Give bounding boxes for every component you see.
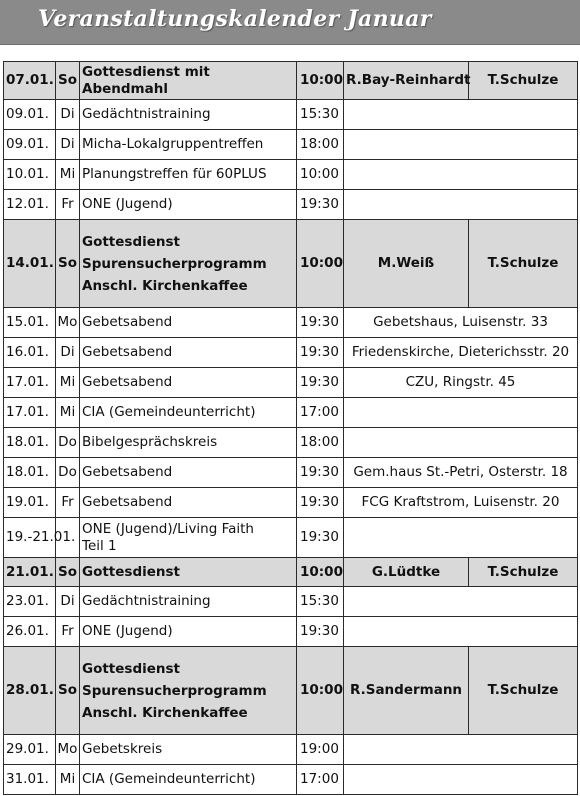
event-row bbox=[4, 458, 578, 488]
event-title: Gebetsabend bbox=[80, 488, 297, 518]
event-date: 17.01. bbox=[4, 398, 56, 428]
event-weekday: So bbox=[56, 220, 80, 308]
service-row bbox=[4, 647, 578, 735]
event-time: 19:30 bbox=[297, 617, 344, 647]
service-row bbox=[4, 558, 578, 587]
event-title: ONE (Jugend) bbox=[80, 617, 297, 647]
page-title: Veranstaltungskalender Januar bbox=[38, 6, 432, 32]
event-calendar-table bbox=[3, 61, 578, 795]
event-location bbox=[344, 160, 578, 190]
event-date: 29.01. bbox=[4, 735, 56, 765]
event-location bbox=[344, 518, 578, 558]
event-weekday: So bbox=[56, 647, 80, 735]
preacher-name: M.Weiß bbox=[344, 220, 469, 308]
event-row bbox=[4, 308, 578, 338]
event-date: 09.01. bbox=[4, 100, 56, 130]
event-time: 19:00 bbox=[297, 735, 344, 765]
event-location bbox=[344, 617, 578, 647]
event-title: CIA (Gemeindeunterricht) bbox=[80, 398, 297, 428]
event-weekday: Mo bbox=[56, 735, 80, 765]
event-date: 26.01. bbox=[4, 617, 56, 647]
service-row bbox=[4, 220, 578, 308]
event-weekday: Mo bbox=[56, 308, 80, 338]
calendar-body bbox=[4, 62, 578, 795]
event-location bbox=[344, 428, 578, 458]
preacher-name: R.Bay-Reinhardt bbox=[344, 62, 469, 100]
event-weekday: Mi bbox=[56, 765, 80, 795]
event-row bbox=[4, 130, 578, 160]
event-title-line: Teil 1 bbox=[82, 537, 117, 554]
event-title: Gebetsabend bbox=[80, 308, 297, 338]
event-date: 18.01. bbox=[4, 458, 56, 488]
event-title-line: ONE (Jugend)/Living Faith bbox=[82, 520, 254, 537]
event-weekday: Di bbox=[56, 338, 80, 368]
event-title: Gedächtnistraining bbox=[80, 587, 297, 617]
event-time: 17:00 bbox=[297, 398, 344, 428]
title-banner bbox=[0, 0, 580, 45]
event-row bbox=[4, 735, 578, 765]
event-time: 19:30 bbox=[297, 458, 344, 488]
event-title: Gebetsabend bbox=[80, 338, 297, 368]
event-row bbox=[4, 587, 578, 617]
event-location: Gem.haus St.-Petri, Osterstr. 18 bbox=[344, 458, 578, 488]
event-row bbox=[4, 765, 578, 795]
event-time: 15:30 bbox=[297, 100, 344, 130]
event-location bbox=[344, 765, 578, 795]
event-weekday: So bbox=[56, 558, 80, 587]
event-title bbox=[80, 518, 297, 558]
event-time: 17:00 bbox=[297, 765, 344, 795]
preacher-name: G.Lüdtke bbox=[344, 558, 469, 587]
event-date: 09.01. bbox=[4, 130, 56, 160]
event-date: 18.01. bbox=[4, 428, 56, 458]
event-location bbox=[344, 190, 578, 220]
event-weekday: Di bbox=[56, 587, 80, 617]
event-weekday: Fr bbox=[56, 617, 80, 647]
event-location bbox=[344, 587, 578, 617]
event-title: Gebetskreis bbox=[80, 735, 297, 765]
event-title-line: Spurensucherprogramm bbox=[82, 255, 267, 272]
event-row bbox=[4, 488, 578, 518]
event-date: 28.01. bbox=[4, 647, 56, 735]
event-weekday: Do bbox=[56, 458, 80, 488]
event-time: 15:30 bbox=[297, 587, 344, 617]
event-location: Friedenskirche, Dieterichsstr. 20 bbox=[344, 338, 578, 368]
event-time: 10:00 bbox=[297, 558, 344, 587]
event-time: 18:00 bbox=[297, 130, 344, 160]
event-time: 10:00 bbox=[297, 647, 344, 735]
event-location bbox=[344, 735, 578, 765]
event-date: 23.01. bbox=[4, 587, 56, 617]
event-time: 10:00 bbox=[297, 160, 344, 190]
event-row bbox=[4, 190, 578, 220]
event-time: 10:00 bbox=[297, 220, 344, 308]
event-time: 19:30 bbox=[297, 190, 344, 220]
event-location: CZU, Ringstr. 45 bbox=[344, 368, 578, 398]
event-row bbox=[4, 428, 578, 458]
event-row bbox=[4, 398, 578, 428]
event-date: 14.01. bbox=[4, 220, 56, 308]
event-title: Micha-Lokalgruppentreffen bbox=[80, 130, 297, 160]
organist-name: T.Schulze bbox=[469, 220, 578, 308]
event-date: 15.01. bbox=[4, 308, 56, 338]
event-title: Gedächtnistraining bbox=[80, 100, 297, 130]
event-title: Planungstreffen für 60PLUS bbox=[80, 160, 297, 190]
event-weekday: Mi bbox=[56, 368, 80, 398]
event-date: 10.01. bbox=[4, 160, 56, 190]
event-location: FCG Kraftstrom, Luisenstr. 20 bbox=[344, 488, 578, 518]
event-row bbox=[4, 518, 578, 558]
event-title bbox=[80, 220, 297, 308]
event-date: 07.01. bbox=[4, 62, 56, 100]
event-weekday: Mi bbox=[56, 398, 80, 428]
event-title-line: Gottesdienst bbox=[82, 660, 181, 677]
organist-name: T.Schulze bbox=[469, 647, 578, 735]
event-title: CIA (Gemeindeunterricht) bbox=[80, 765, 297, 795]
event-time: 19:30 bbox=[297, 488, 344, 518]
event-location bbox=[344, 398, 578, 428]
event-row bbox=[4, 160, 578, 190]
event-location bbox=[344, 100, 578, 130]
preacher-name: R.Sandermann bbox=[344, 647, 469, 735]
event-weekday: Do bbox=[56, 428, 80, 458]
event-location bbox=[344, 130, 578, 160]
event-weekday: Di bbox=[56, 100, 80, 130]
event-date: 16.01. bbox=[4, 338, 56, 368]
event-time: 19:30 bbox=[297, 368, 344, 398]
event-time: 10:00 bbox=[297, 62, 344, 100]
event-row bbox=[4, 338, 578, 368]
event-date: 17.01. bbox=[4, 368, 56, 398]
event-row bbox=[4, 100, 578, 130]
event-title: ONE (Jugend) bbox=[80, 190, 297, 220]
event-weekday: Fr bbox=[56, 190, 80, 220]
event-title: Gebetsabend bbox=[80, 458, 297, 488]
event-weekday: Fr bbox=[56, 488, 80, 518]
event-title-line: Anschl. Kirchenkaffee bbox=[82, 277, 248, 294]
event-weekday: Di bbox=[56, 130, 80, 160]
event-time: 19:30 bbox=[297, 338, 344, 368]
event-title: Gebetsabend bbox=[80, 368, 297, 398]
event-date: 31.01. bbox=[4, 765, 56, 795]
event-date: 19.01. bbox=[4, 488, 56, 518]
event-title: Gottesdienst bbox=[80, 558, 297, 587]
event-weekday: So bbox=[56, 62, 80, 100]
event-title-line: Spurensucherprogramm bbox=[82, 682, 267, 699]
event-row bbox=[4, 368, 578, 398]
event-date: 12.01. bbox=[4, 190, 56, 220]
event-time: 19:30 bbox=[297, 518, 344, 558]
event-title: Gottesdienst mit Abendmahl bbox=[80, 62, 297, 100]
event-weekday: Mi bbox=[56, 160, 80, 190]
organist-name: T.Schulze bbox=[469, 62, 578, 100]
event-row bbox=[4, 617, 578, 647]
event-time: 18:00 bbox=[297, 428, 344, 458]
event-title-line: Gottesdienst bbox=[82, 233, 181, 250]
event-title bbox=[80, 647, 297, 735]
event-date: 19.-21.01. bbox=[4, 518, 56, 558]
event-title: Bibelgesprächskreis bbox=[80, 428, 297, 458]
event-time: 19:30 bbox=[297, 308, 344, 338]
service-row bbox=[4, 62, 578, 100]
event-date: 21.01. bbox=[4, 558, 56, 587]
organist-name: T.Schulze bbox=[469, 558, 578, 587]
event-location: Gebetshaus, Luisenstr. 33 bbox=[344, 308, 578, 338]
event-title-line: Anschl. Kirchenkaffee bbox=[82, 704, 248, 721]
